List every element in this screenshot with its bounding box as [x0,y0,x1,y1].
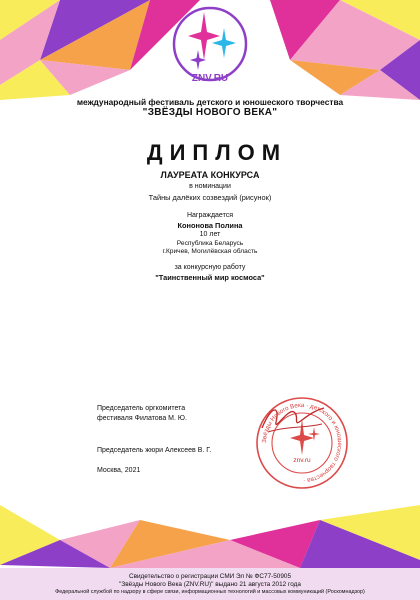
awardee-city: г.Кричев, Могилёвская область [162,248,258,255]
footer-registration-line2: "Звёзды Нового Века (ZNV.RU)" выдано 21 августа 2012 года [119,581,301,588]
nomination-name: Тайны далёких созвездий (рисунок) [148,193,272,202]
orgcommittee-chair-line2: фестиваля Филатова М. Ю. [97,415,187,422]
awardee-age: 10 лет [199,231,221,238]
awardee-label: Награждается [186,212,234,219]
place-and-date: Москва, 2021 [97,467,141,474]
footer-registration-line3: Федеральной службой по надзору в сфере связи, информационных технологий и массовых коммуникаций (Роскомнадзор) [55,589,365,595]
festival-name-line2: "ЗВЁЗДЫ НОВОГО ВЕКА" [142,107,278,118]
nomination-label: в номинации [189,183,231,190]
work-label: за конкурсную работу [174,264,246,271]
diploma-subtitle: ЛАУРЕАТА КОНКУРСА [160,170,260,180]
diploma-title: ДИПЛОМ [146,140,288,165]
festival-name-line1: международный фестиваль детского и юношеского творчества [76,97,344,107]
work-title: "Таинственный мир космоса" [155,273,265,282]
bottom-triangle-pattern [0,505,420,568]
stamp-ring-text: Звёзды Нового Века · детского и юношеского творчества · [260,401,344,485]
stamp-center-text: znv.ru [293,457,311,464]
logo-site-label: ZNV.RU [191,73,229,84]
footer-registration-line1: Свидетельство о регистрации СМИ Эл № ФС77-50905 [128,573,292,580]
stamp-seal-icon [254,395,350,491]
orgcommittee-chair-line1: Председатель оргкомитета [97,405,186,412]
official-stamp [254,395,350,491]
jury-chair: Председатель жюри Алексеев В. Г. [97,447,212,454]
awardee-name: Кононова Полина [177,221,243,230]
festival-logo [162,6,258,94]
awardee-country: Республика Беларусь [176,240,244,247]
